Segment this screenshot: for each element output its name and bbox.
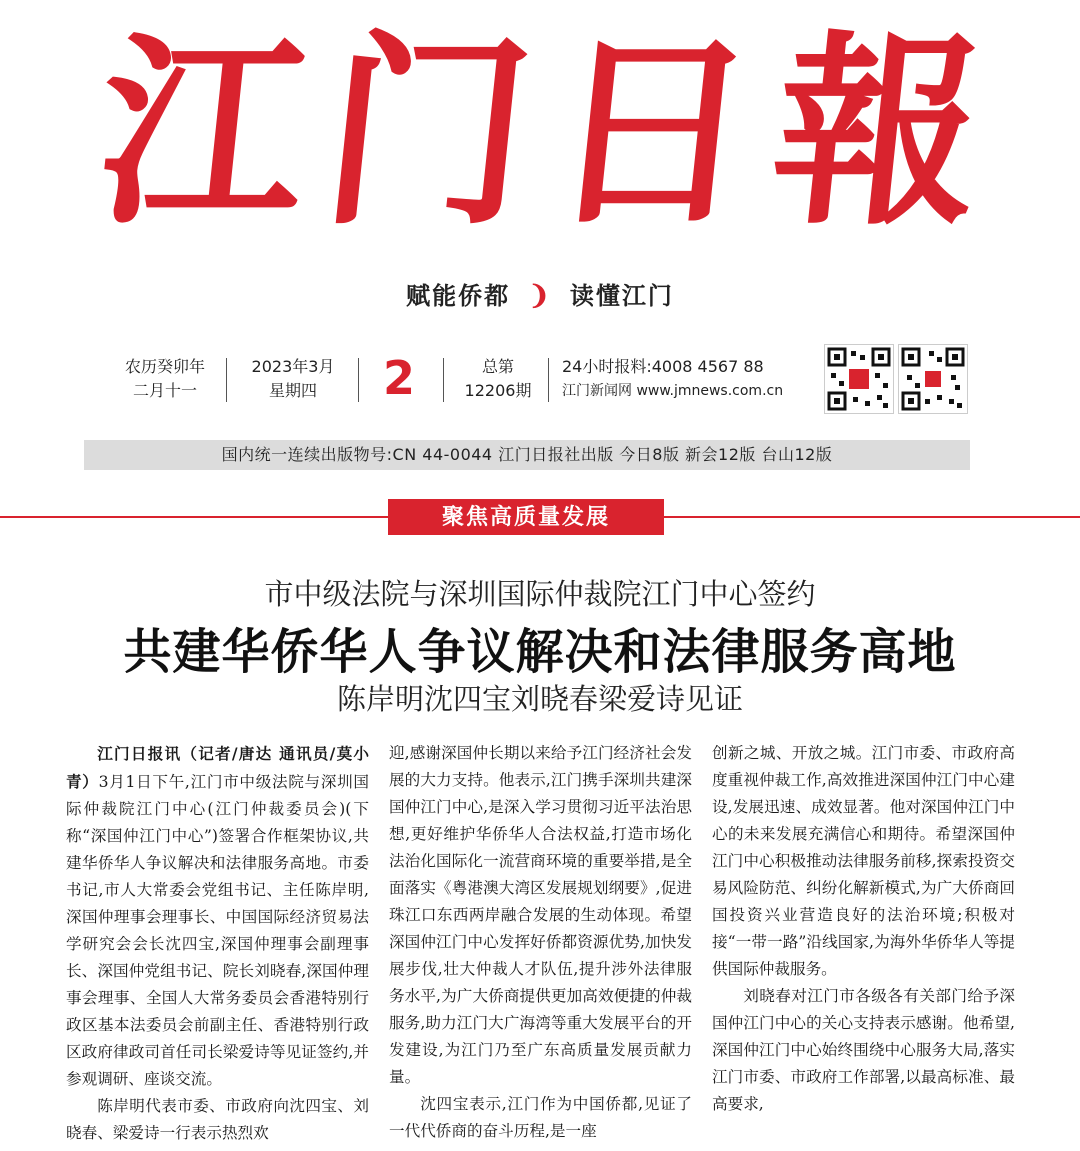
masthead-char-3: 日 bbox=[537, 12, 768, 253]
masthead bbox=[87, 12, 993, 253]
publication-bar: 国内统一连续出版物号:CN 44-0044 江门日报社出版 今日8版 新会12版 台山12版 bbox=[84, 440, 970, 470]
headline-main[interactable]: 共建华侨华人争议解决和法律服务高地 bbox=[123, 624, 957, 680]
qr-code-icon[interactable] bbox=[898, 344, 968, 414]
qr-code-icon[interactable] bbox=[824, 344, 894, 414]
divider bbox=[358, 358, 359, 402]
divider bbox=[226, 358, 227, 402]
article-paragraph: 创新之城、开放之城。江门市委、市政府高度重视仲裁工作,高效推进深国仲江门中心建设,发展迅速、成效显著。他对深国仲江门中心的未来发展充满信心和期待。希望深国仲江门中心积极推动法律服务前移,探索投资交易风险防范、纠纷化解新模式,为广大侨商回国投资兴业营造良好的法治环境;积极对接“一带一路”沿线国家,为海外华侨华人等提供国际仲裁服务。 bbox=[712, 744, 1015, 978]
masthead-char-1: 江 bbox=[87, 12, 318, 253]
issue-label: 总第 bbox=[481, 357, 514, 376]
hotline: 24小时报料:4008 4567 88 bbox=[562, 357, 764, 376]
article-lead: 江门日报讯（记者/唐达 通讯员/莫小青） bbox=[66, 744, 369, 791]
article-paragraph: 迎,感谢深国仲长期以来给予江门经济社会发展的大力支持。他表示,江门携手深圳共建深国仲江门中心,是深入学习贯彻习近平法治思想,更好维护华侨华人合法权益,打造市场化法治化国际化一流营商环境的重要举措,是全面落实《粤港澳大湾区发展规划纲要》,促进珠江口东西两岸融合发展的生动体现。希望深国仲江门中心发挥好侨都资源优势,加快发展步伐,壮大仲裁人才队伍,提升涉外法律服务水平,为广大侨商提供更加高效便捷的仲裁服务,助力江门大广海湾等重大发展平台的开发建设,为江门乃至广东高质量发展贡献力量。 bbox=[389, 744, 692, 1086]
gregorian-date bbox=[238, 355, 348, 403]
slogan-separator: ❩ bbox=[528, 281, 552, 311]
slogan bbox=[0, 276, 1080, 311]
article-paragraph: 刘晓春对江门市各级各有关部门给予深国仲江门中心的关心支持表示感谢。他希望,深国仲江门中心始终围绕中心服务大局,落实江门市委、市政府工作部署,以最高标准、最高要求, bbox=[712, 987, 1015, 1113]
article-column-1 bbox=[66, 740, 369, 1145]
divider bbox=[443, 358, 444, 402]
masthead-char-2: 门 bbox=[312, 12, 543, 253]
lunar-year: 农历癸卯年 bbox=[124, 357, 205, 376]
article-paragraph bbox=[66, 740, 369, 1093]
article-paragraph: 沈四宝表示,江门作为中国侨都,见证了一代代侨商的奋斗历程,是一座 bbox=[389, 1095, 692, 1140]
lunar-date bbox=[110, 355, 220, 403]
article-column-3 bbox=[712, 740, 1015, 1145]
contact-info bbox=[562, 355, 812, 403]
masthead-char-4: 報 bbox=[762, 12, 993, 253]
day-number: 2 bbox=[383, 351, 416, 405]
slogan-right: 读懂江门 bbox=[569, 281, 674, 310]
headline-pre: 市中级法院与深圳国际仲裁院江门中心签约 bbox=[264, 577, 816, 611]
article-text: 3月1日下午,江门市中级法院与深圳国际仲裁院江门中心(江门仲裁委员会)(下称“深国仲江门中心”)签署合作框架协议,共建华侨华人争议解决和法律服务高地。市委书记,市人大常委会党组书记、主任陈岸明,深国仲理事会理事长、中国国际经济贸易法学研究会会长沈四宝,深国仲理事会副理事长、深国仲党组书记、院长刘晓春,深国仲理事会理事、全国人大常务委员会香港特别行政区基本法委员会前副主任、香港特别行政区政府律政司首任司长梁爱诗等见证签约,并参观调研、座谈交流。 bbox=[66, 773, 369, 1088]
divider bbox=[548, 358, 549, 402]
section-kicker: 聚焦高质量发展 bbox=[388, 499, 664, 535]
slogan-left: 赋能侨都 bbox=[406, 281, 511, 310]
article-paragraph: 陈岸明代表市委、市政府向沈四宝、刘晓春、梁爱诗一行表示热烈欢 bbox=[66, 1097, 369, 1142]
issue-info bbox=[458, 355, 538, 403]
lunar-day: 二月十一 bbox=[132, 381, 197, 400]
headline-sub: 陈岸明沈四宝刘晓春梁爱诗见证 bbox=[336, 682, 743, 716]
weekday: 星期四 bbox=[268, 381, 317, 400]
article-column-2 bbox=[389, 740, 692, 1145]
date-month: 2023年3月 bbox=[251, 357, 335, 376]
website[interactable]: 江门新闻网 www.jmnews.com.cn bbox=[562, 383, 784, 399]
issue-number: 12206期 bbox=[464, 381, 532, 400]
